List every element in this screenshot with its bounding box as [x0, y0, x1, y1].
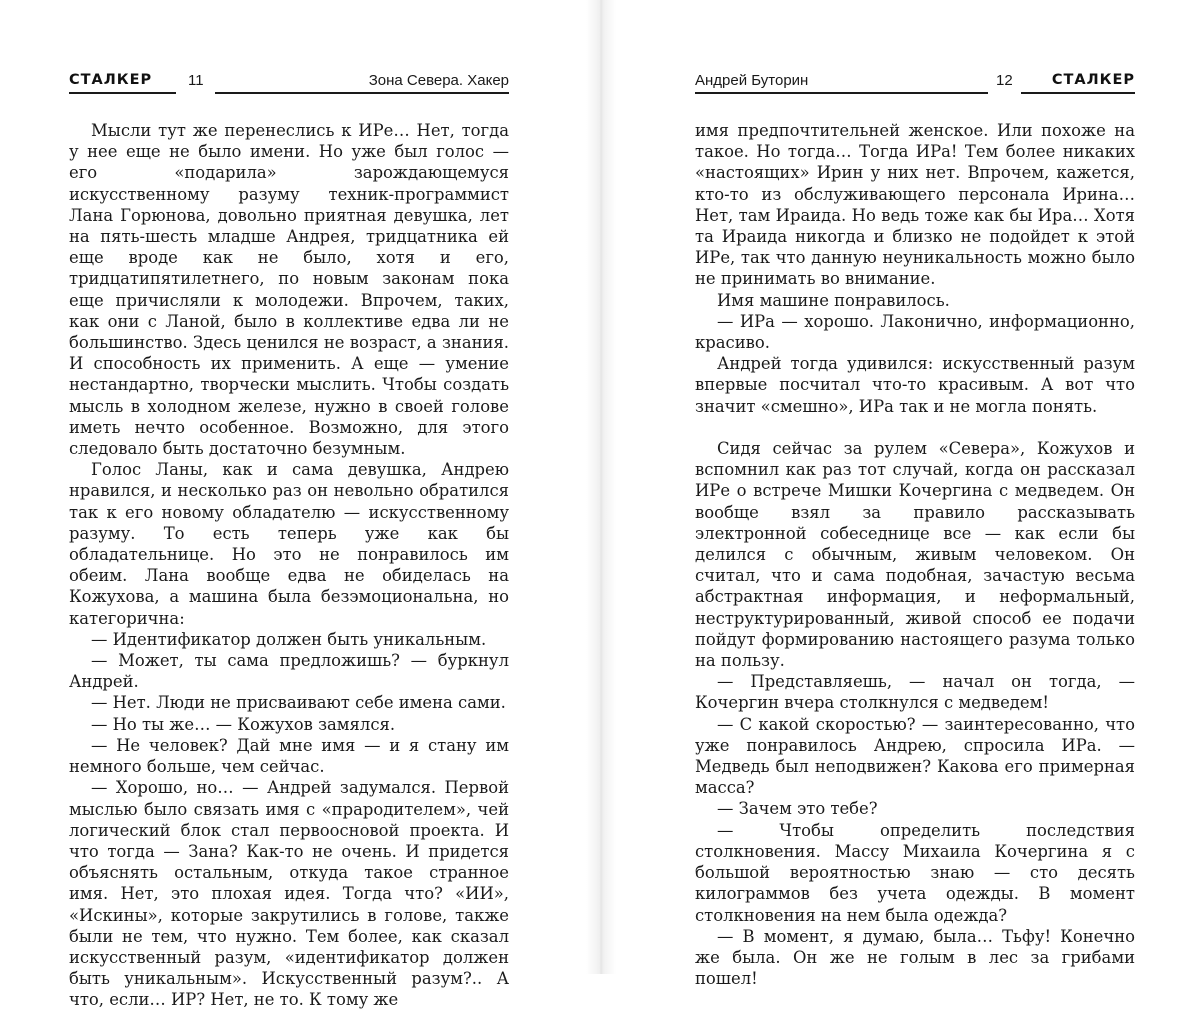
dialogue-line: — ИРа — хорошо. Лаконично, информационно, красиво.: [695, 311, 1135, 353]
paragraph: Голос Ланы, как и сама девушка, Андрею нравился, и несколько раз он невольно обратился так к его новому обладателю — искусственному разуму. То есть теперь уже как бы обладательнице. Но это не понравилось им обеим. Лана вообще едва не обиделась на Кожухова, а машина была безэмоциональна, но категорична:: [69, 460, 509, 628]
header-rule-left-short: [69, 92, 176, 94]
header-rule-right-long: [695, 92, 988, 94]
dialogue-line: — Зачем это тебе?: [717, 799, 878, 819]
right-page: [601, 0, 1203, 989]
left-page: [0, 0, 601, 1010]
dialogue-line: — В момент, я думаю, была… Тьфу! Конечно же была. Он же не голым в лес за грибами пошел!: [695, 926, 1135, 989]
header-rule-right-short: [1021, 92, 1135, 94]
running-title-right: Андрей Буторин: [695, 72, 809, 89]
dialogue-line: — Чтобы определить последствия столкновения. Массу Михаила Кочергина я с большой вероятностью знаю — сто десять килограммов без учета одежды. В момент столкновения на нем была одежда?: [695, 820, 1135, 925]
series-brand-right: СТАЛКЕР: [1051, 72, 1135, 88]
series-brand-left: СТАЛКЕР: [69, 72, 153, 88]
dialogue-line: — Идентификатор должен быть уникальным.: [91, 629, 487, 649]
right-page-body: [695, 120, 1135, 989]
running-title-left: Зона Севера. Хакер: [368, 72, 509, 89]
continued-paragraph: имя предпочтительней женское. Или похоже на такое. Но тогда… Тогда ИРа! Тем более никаких «настоящих» Ирин у них нет. Впрочем, кажется, кто-то из обслуживающего персонала Ирина… Нет, там Ираида. Но ведь тоже как бы Ира… Хотя та Ираида никогда и близко не подойдет к этой ИРе, так что данную неуникальность можно было не принимать во внимание.: [695, 121, 1135, 289]
paragraph: Андрей тогда удивился: искусственный разум впервые посчитал что-то красивым. А вот что значит «смешно», ИРа так и не могла понять.: [695, 354, 1135, 416]
book-gutter-shadow: [586, 0, 616, 974]
dialogue-line: — Не человек? Дай мне имя — и я стану им немного больше, чем сейчас.: [69, 735, 509, 777]
dialogue-line: — Хорошо, но… — Андрей задумался. Первой мыслью было связать имя с «прародителем», чей логический блок стал первоосновой проекта. И что тогда — Зана? Как-то не очень. И придется объяснять остальным, откуда такое странное имя. Нет, это плохая идея. Тогда что? «ИИ», «Искины», которые закрутились в голове, также были не тем, что нужно. Тем более, как сказал искусственный разум, «идентификатор должен быть уникальным». Искусственный разум?.. А что, если… ИР? Нет, не то. К тому же: [69, 778, 509, 1010]
dialogue-line: — Нет. Люди не присваивают себе имена сами.: [91, 693, 506, 713]
paragraph: Сидя сейчас за рулем «Севера», Кожухов и вспомнил как раз тот случай, когда он рассказал ИРе о встрече Мишки Кочергина с медведем. Он вообще взял за правило рассказывать электронной собеседнице все — как если бы делился с обычным, живым человеком. Он считал, что и сама подобная, зачастую весьма абстрактная информация, и неформальный, неструктурированный, живой способ ее подачи пойдут формированию настоящего разума только на пользу.: [695, 439, 1135, 671]
paragraph: Мысли тут же перенеслись к ИРе… Нет, тогда у нее еще не было имени. Но уже был голос — его «подарила» зарождающемуся искусственному разуму техник-программист Лана Горюнова, довольно приятная девушка, лет на пять-шесть младше Андрея, тридцатника ей еще вроде как не было, хотя и его, тридцатипятилетнего, по новым законам пока еще причисляли к молодежи. Впрочем, таких, как они с Ланой, было в коллективе едва ли не большинство. Здесь ценился не возраст, а знания. И способность их применить. А еще — умение нестандартно, творчески мыслить. Чтобы создать мысль в холодном железе, нужно в своей голове иметь нечто особенное. Возможно, для этого следовало быть достаточно безумным.: [69, 121, 509, 459]
right-page-header: [695, 70, 1135, 94]
dialogue-line: — Но ты же… — Кожухов замялся.: [91, 714, 396, 734]
dialogue-line: — С какой скоростью? — заинтересованно, что уже понравилось Андрею, спросила ИРа. — Медведь был неподвижен? Какова его примерная масса?: [695, 714, 1135, 798]
dialogue-line: — Представляешь, — начал он тогда, — Кочергин вчера столкнулся с медведем!: [695, 672, 1135, 713]
left-page-body: [69, 120, 509, 1011]
page-number-right: 12: [996, 72, 1013, 89]
paragraph: Имя машине понравилось.: [717, 290, 950, 310]
dialogue-line: — Может, ты сама предложишь? — буркнул Андрей.: [69, 651, 509, 692]
page-number-left: 11: [188, 72, 204, 89]
header-rule-left-long: [215, 92, 509, 94]
left-page-header: [69, 70, 509, 94]
